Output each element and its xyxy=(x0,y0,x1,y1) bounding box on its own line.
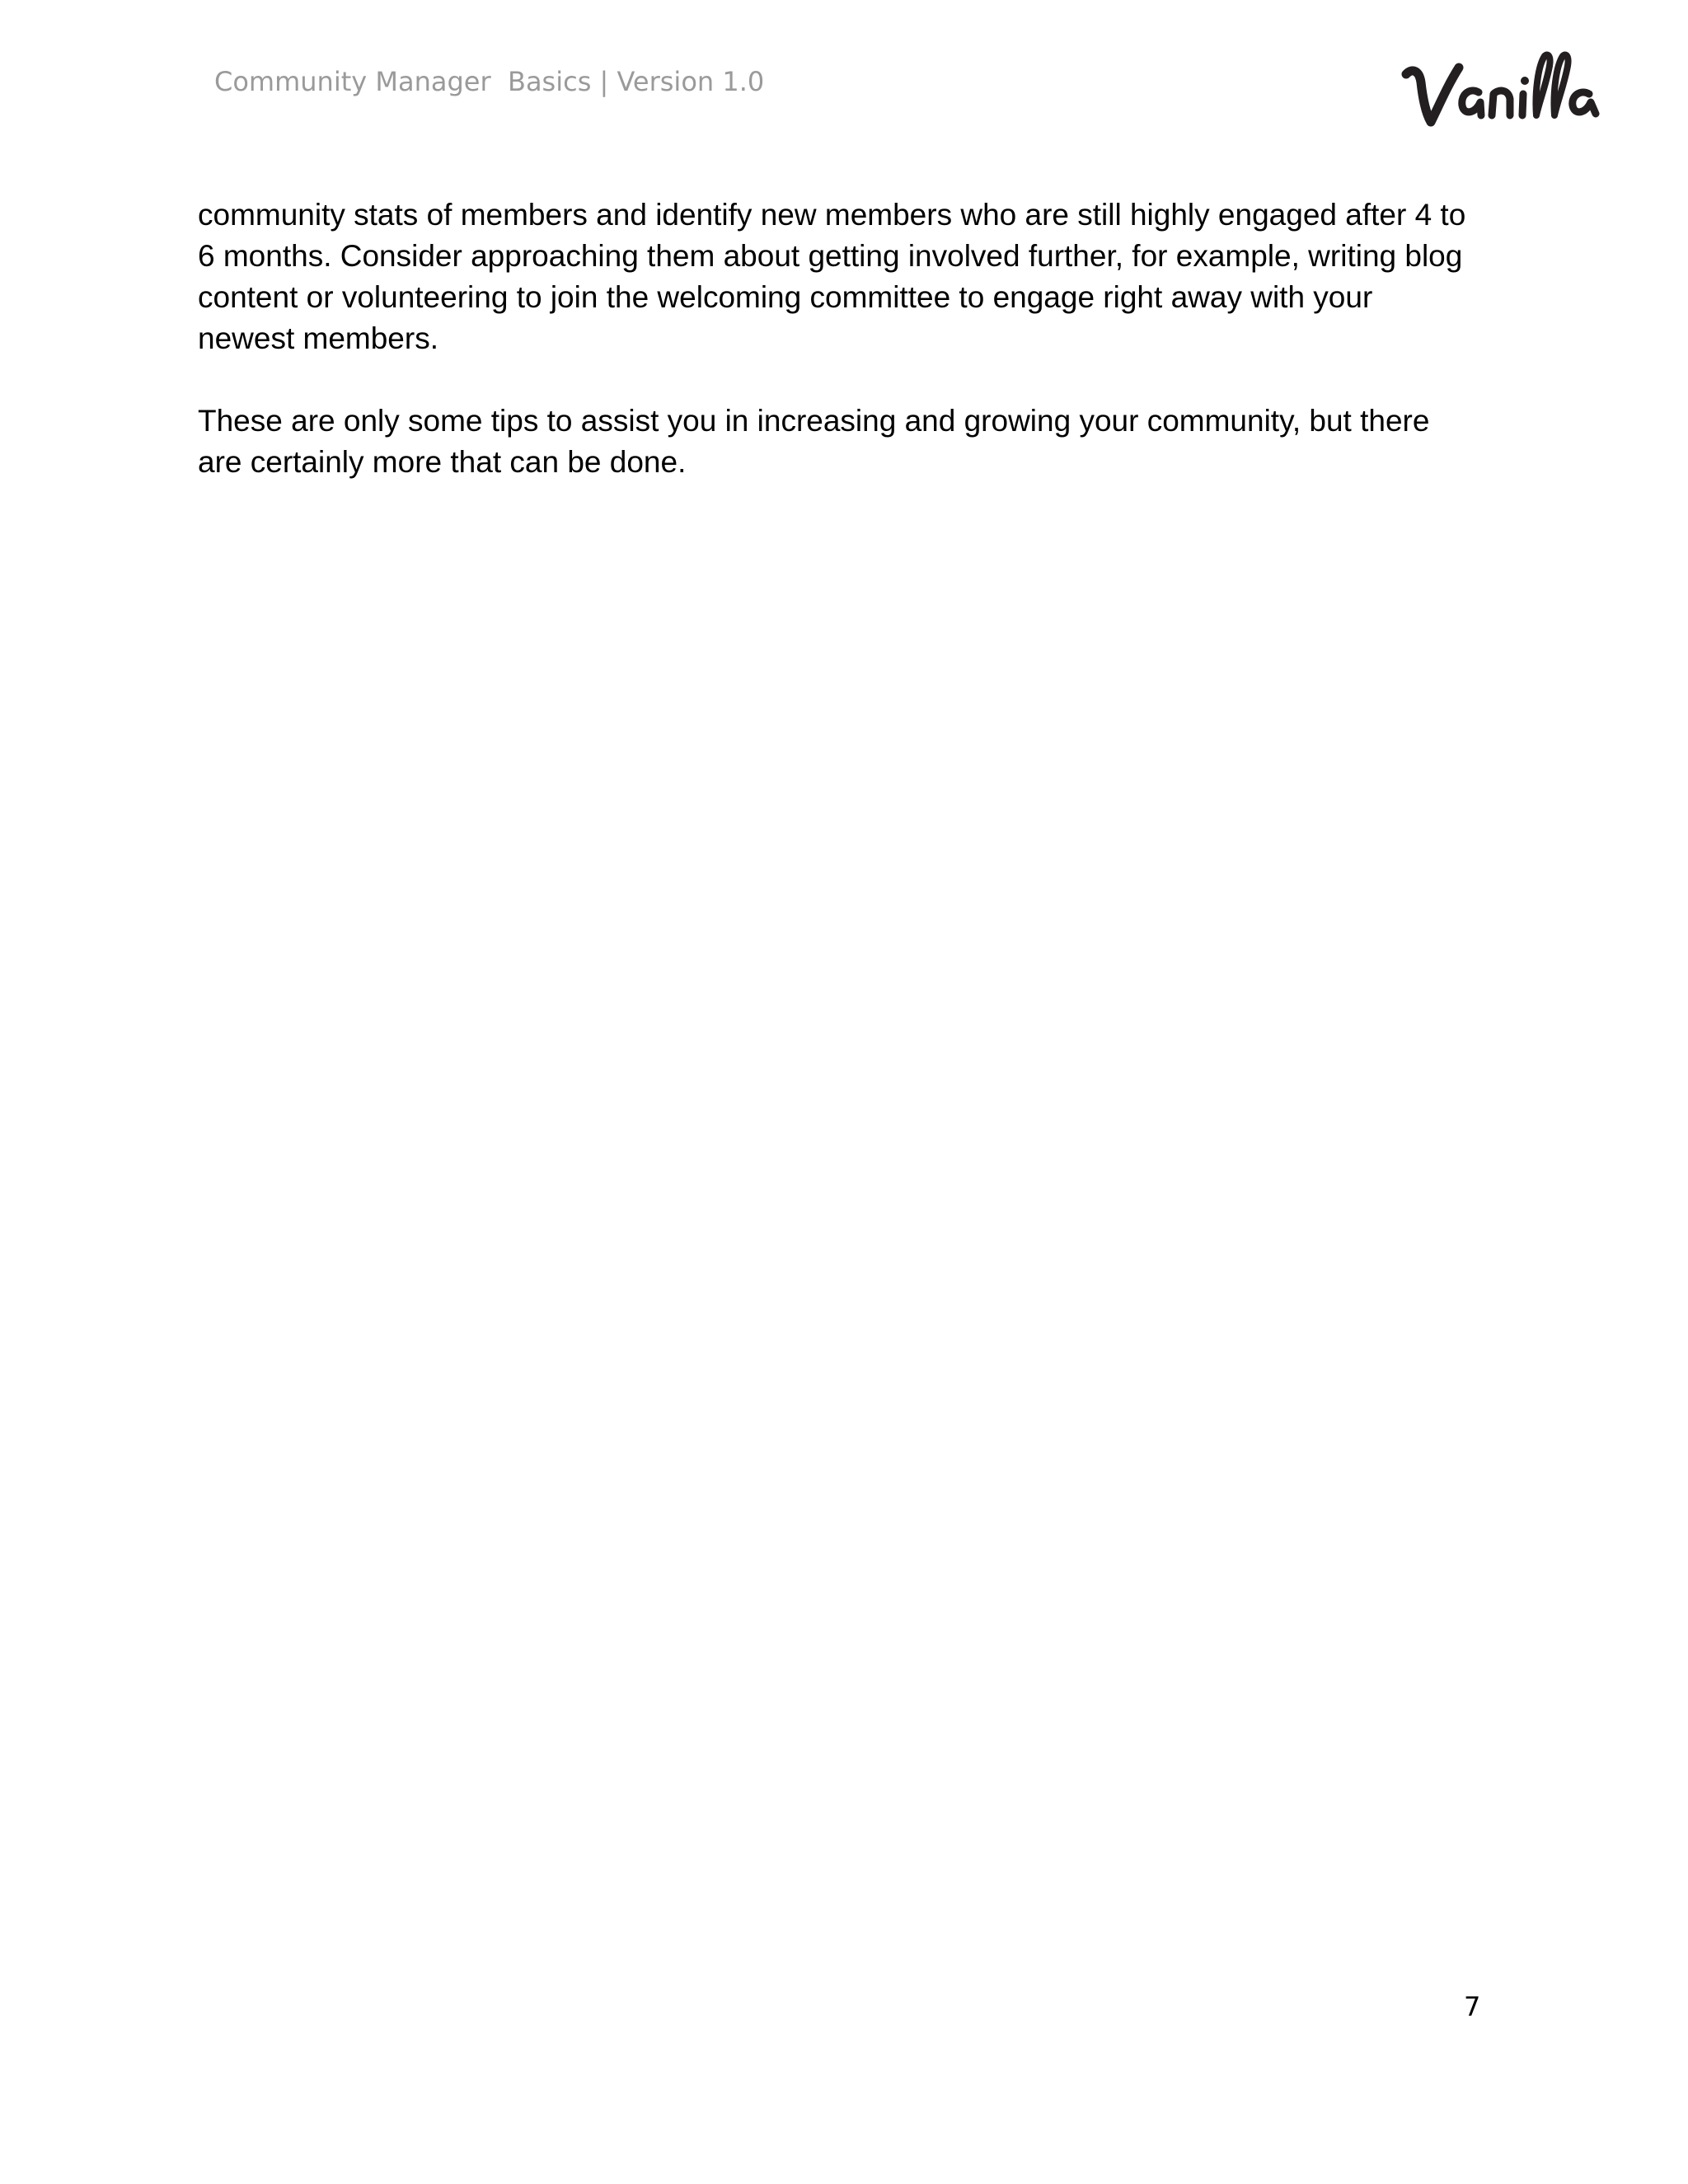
paragraph-1 xyxy=(198,194,1500,359)
vanilla-logo xyxy=(1398,43,1604,134)
paragraph-1-line-1: community stats of members and identify new members who are still highly engaged after 4 to xyxy=(198,198,1466,232)
paragraph-1-line-3: content or volunteering to join the welcoming committee to engage right away with your xyxy=(198,280,1373,314)
paragraph-1-line-2: 6 months. Consider approaching them about getting involved further, for example, writing blog xyxy=(198,239,1463,273)
paragraph-1-line-4: newest members. xyxy=(198,321,438,355)
body-content xyxy=(198,194,1500,524)
page-number: 7 xyxy=(1464,1991,1481,2022)
paragraph-2 xyxy=(198,401,1500,483)
paragraph-2-line-1: These are only some tips to assist you in increasing and growing your community, but there xyxy=(198,404,1430,438)
paragraph-2-line-2: are certainly more that can be done. xyxy=(198,445,687,479)
vanilla-logo-icon xyxy=(1398,43,1604,134)
header-title: Community Manager Basics | Version 1.0 xyxy=(214,66,765,97)
